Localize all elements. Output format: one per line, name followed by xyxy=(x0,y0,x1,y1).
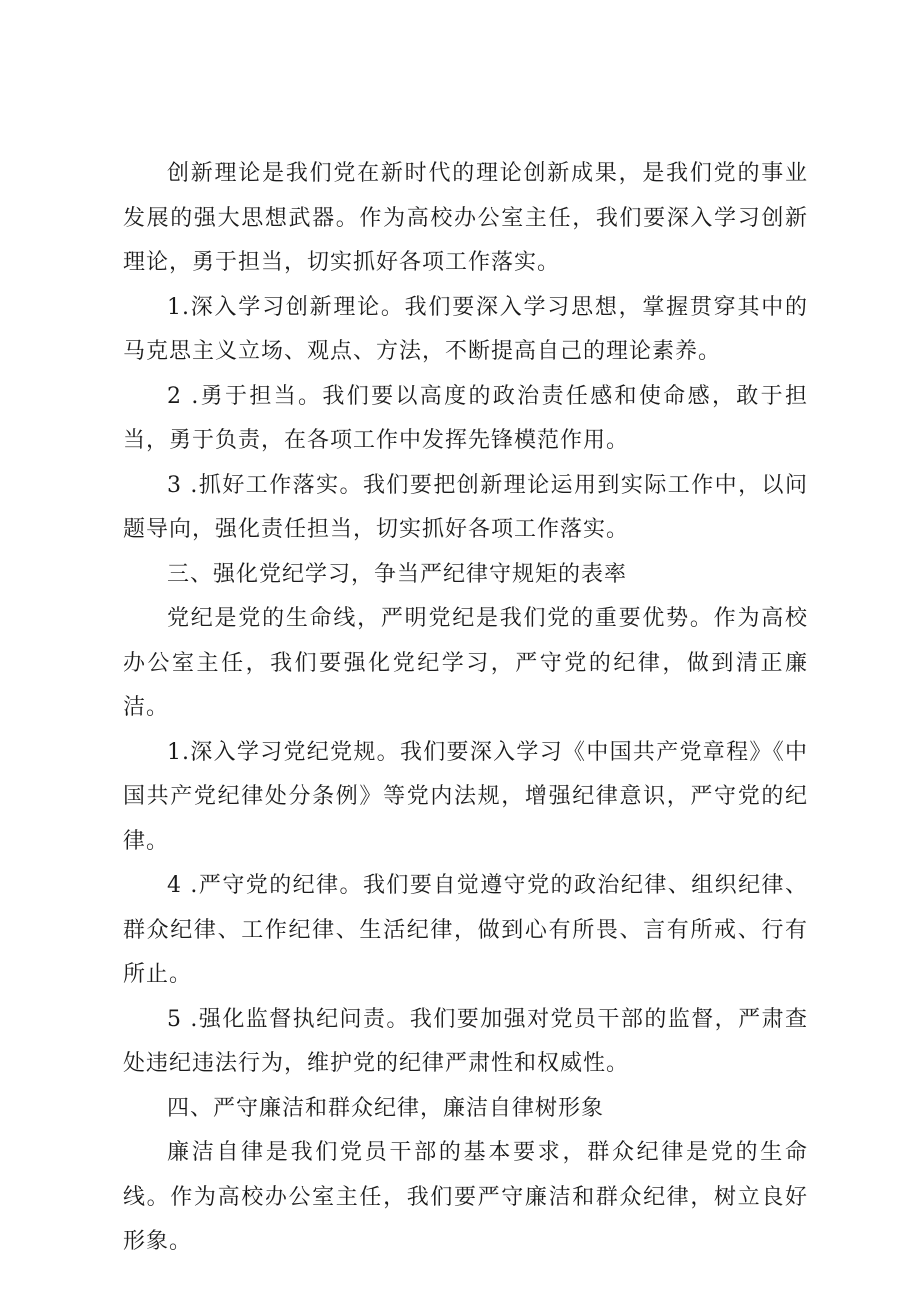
paragraph-intro: 创新理论是我们党在新时代的理论创新成果，是我们党的事业发展的强大思想武器。作为高校办公室主任，我们要深入学习创新理论，勇于担当，切实抓好各项工作落实。 xyxy=(123,161,808,275)
paragraph-item-3: 3 .抓好工作落实。我们要把创新理论运用到实际工作中，以问题导向，强化责任担当，切实抓好各项工作落实。 xyxy=(123,472,808,542)
document-body xyxy=(123,152,808,1265)
paragraph-section-3-item-5: 5 .强化监督执纪问责。我们要加强对党员干部的监督，严肃查处违纪违法行为，维护党的纪律严肃性和权威性。 xyxy=(123,1006,808,1076)
paragraph-section-3-item-4: 4 .严守党的纪律。我们要自觉遵守党的政治纪律、组织纪律、群众纪律、工作纪律、生活纪律，做到心有所畏、言有所戒、行有所止。 xyxy=(123,873,808,987)
paragraph-item-2: 2 .勇于担当。我们要以高度的政治责任感和使命感，敢于担当，勇于负责，在各项工作中发挥先锋模范作用。 xyxy=(123,383,808,453)
paragraph-section-3-intro: 党纪是党的生命线，严明党纪是我们党的重要优势。作为高校办公室主任，我们要强化党纪学习，严守党的纪律，做到清正廉洁。 xyxy=(123,606,808,720)
section-heading-3: 三、强化党纪学习，争当严纪律守规矩的表率 xyxy=(167,561,628,587)
paragraph-item-1: 1.深入学习创新理论。我们要深入学习思想，掌握贯穿其中的马克思主义立场、观点、方法，不断提高自己的理论素养。 xyxy=(123,294,808,364)
paragraph-section-3-item-1: 1.深入学习党纪党规。我们要深入学习《中国共产党章程》《中国共产党纪律处分条例》等党内法规，增强纪律意识，严守党的纪律。 xyxy=(123,739,808,854)
section-heading-4: 四、严守廉洁和群众纪律，廉洁自律树形象 xyxy=(167,1095,605,1121)
paragraph-section-4-intro: 廉洁自律是我们党员干部的基本要求，群众纪律是党的生命线。作为高校办公室主任，我们要严守廉洁和群众纪律，树立良好形象。 xyxy=(123,1140,808,1254)
